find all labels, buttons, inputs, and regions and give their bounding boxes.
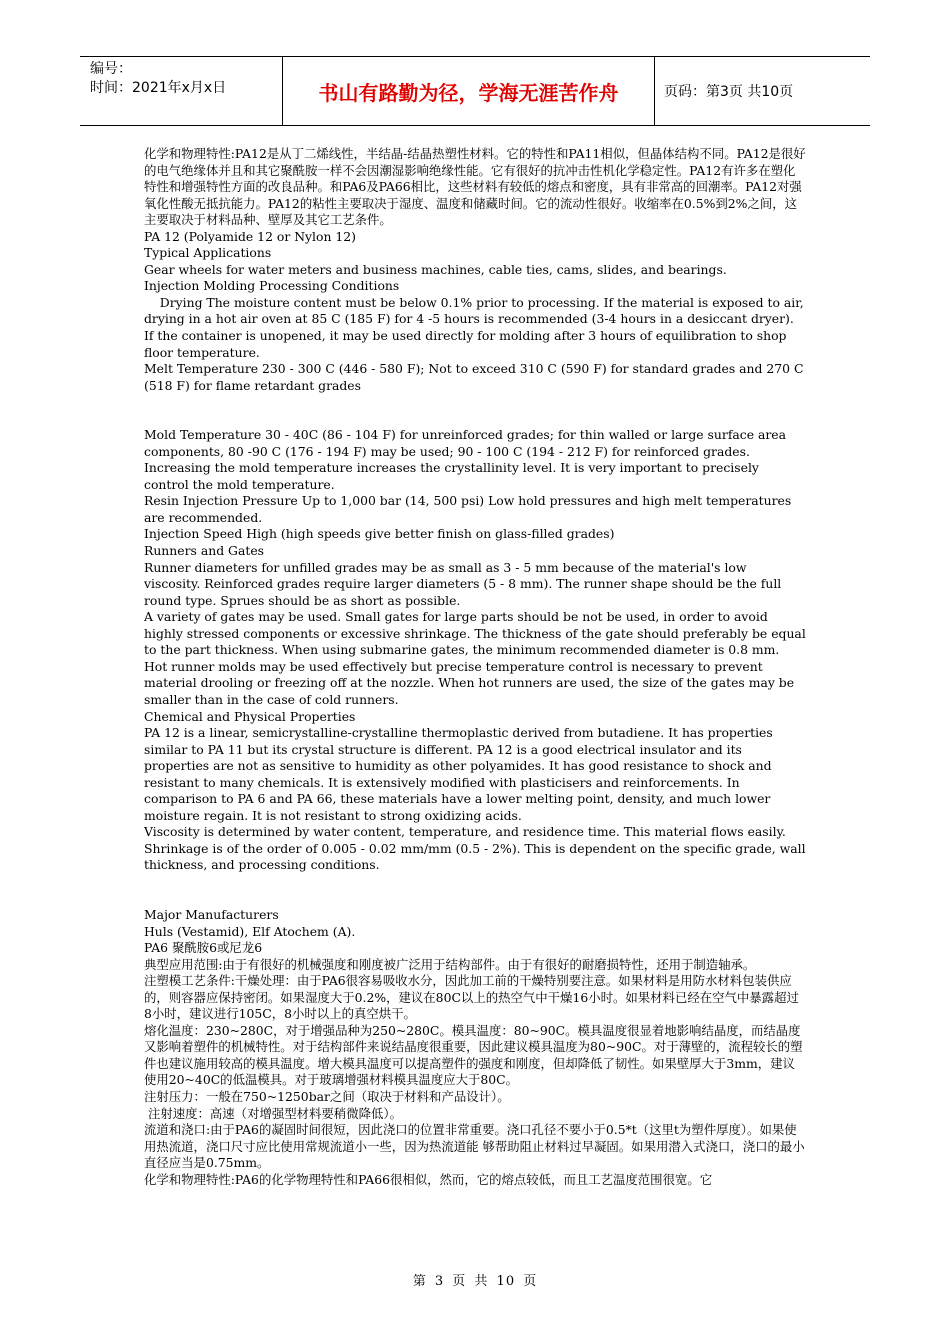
header-motto: 书山有路勤为径，学海无涯苦作舟 bbox=[318, 80, 619, 105]
paragraph: 化学和物理特性:PA12是从丁二烯线性，半结晶-结晶热塑性材料。它的特性和PA11相似，但晶体结构不同。PA12是很好的电气绝缘体并且和其它聚酰胺一样不会因潮湿影响绝缘性能。它有很好的抗冲击性机化学稳定性。PA12有许多在塑化特性和增强特性方面的改良品种。和PA6及PA66相比，这些材料有较低的熔点和密度，具有非常高的回潮率。PA12对强氧化性酸无抵抗能力。PA12的粘性主要取决于湿度、温度和储藏时间。它的流动性很好。收缩率在0.5%到2%之间，这主要取决于材料品种、壁厚及其它工艺条件。 bbox=[144, 146, 806, 228]
header-meta bbox=[90, 60, 280, 98]
paragraph: 注射压力：一般在750~1250bar之间（取决于材料和产品设计）。 bbox=[144, 1088, 510, 1104]
document-body bbox=[144, 146, 806, 1188]
paragraph: Hot runner molds may be used effectively but precise temperature control is necessary to prevent material drooling or freezing off at the nozzle. When hot runners are used, the size of the gates may be smaller than in the case of cold runners. bbox=[144, 658, 795, 707]
paragraph: Huls (Vestamid), Elf Atochem (A). bbox=[144, 923, 356, 939]
paragraph: 典型应用范围:由于有很好的机械强度和刚度被广泛用于结构部件。由于有很好的耐磨损特性，还用于制造轴承。 bbox=[144, 956, 756, 972]
paragraph: Drying The moisture content must be below 0.1% prior to processing. If the material is exposed to air, drying in a hot air oven at 85 C (185 F) for 4 -5 hours is recommended (3-4 hours in a desiccant dryer). If the container is unopened, it may be used directly for molding after 3 hours of equilibration to shop floor temperature. bbox=[144, 294, 808, 360]
paragraph: Mold Temperature 30 - 40C (86 - 104 F) for unreinforced grades; for thin walled or large surface area components, 80 -90 C (176 - 194 F) may be used; 90 - 100 C (194 - 212 F) for reinforced grades. Increasing the mold temperature increases the crystallinity level. It is very important to precisely control the mold temperature. bbox=[144, 427, 787, 492]
paragraph: Runner diameters for unfilled grades may be as small as 3 - 5 mm because of the material's low viscosity. Reinforced grades require larger diameters (5 - 8 mm). The runner shape should be the full round type. Sprues should be as short as possible. bbox=[144, 559, 782, 608]
header-page-info: 页码：第3页 共10页 bbox=[664, 84, 794, 100]
paragraph: PA 12 is a linear, semicrystalline-crystalline thermoplastic derived from butadiene. It has properties similar to PA 11 but its crystal structure is different. PA 12 is a good electrical insulator and its properties are not as sensitive to humidity as other polyamides. It has good resistance to shock and resistant to many chemicals. It is extensively modified with plasticisers and reinforcements. In comparison to PA 6 and PA 66, these materials have a lower melting point, density, and much lower moisture regain. It is not resistant to strong oxidizing acids. bbox=[144, 725, 773, 823]
paragraph: PA6 聚酰胺6或尼龙6 bbox=[144, 940, 263, 956]
document-time-label: 时间：2021年x月x日 bbox=[90, 80, 227, 96]
paragraph: 流道和浇口:由于PA6的凝固时间很短，因此浇口的位置非常重要。浇口孔径不要小于0.5*t（这里t为塑件厚度）。如果使用热流道，浇口尺寸应比使用常规流道小一些，因为热流道能 够帮助阻止材料过早凝固。如果用潜入式浇口，浇口的最小直径应当是0.75mm。 bbox=[144, 1122, 805, 1171]
paragraph: 注塑模工艺条件:干燥处理：由于PA6很容易吸收水分，因此加工前的干燥特别要注意。如果材料是用防水材料包装供应的，则容器应保持密闭。如果湿度大于0.2%，建议在80C以上的热空气中干燥16小时。如果材料已经在空气中暴露超过8小时，建议进行105C，8小时以上的真空烘干。 bbox=[144, 973, 799, 1022]
paragraph: 熔化温度：230~280C，对于增强品种为250~280C。模具温度：80~90C。模具温度很显着地影响结晶度，而结晶度又影响着塑件的机械特性。对于结构部件来说结晶度很重要，因此建议模具温度为80~90C。对于薄壁的，流程较长的塑件也建议施用较高的模具温度。增大模具温度可以提高塑件的强度和刚度，但却降低了韧性。如果壁厚大于3mm，建议使用20~40C的低温模具。对于玻璃增强材料模具温度应大于80C。 bbox=[144, 1022, 803, 1088]
paragraph: Resin Injection Pressure Up to 1,000 bar (14, 500 psi) Low hold pressures and high melt temperatures are recommended. bbox=[144, 493, 792, 525]
paragraph: Runners and Gates bbox=[144, 543, 265, 559]
header-divider bbox=[654, 57, 655, 125]
paragraph: Injection Speed High (high speeds give better finish on glass-filled grades) bbox=[144, 526, 615, 542]
document-number-label: 编号： bbox=[90, 61, 132, 77]
paragraph: Gear wheels for water meters and business machines, cable ties, cams, slides, and bearings. bbox=[144, 261, 727, 277]
page-header bbox=[80, 56, 870, 126]
paragraph: PA 12 (Polyamide 12 or Nylon 12) bbox=[144, 228, 356, 244]
paragraph: Typical Applications bbox=[144, 245, 272, 261]
paragraph: A variety of gates may be used. Small gates for large parts should be not be used, in order to avoid highly stressed components or excessive shrinkage. The thickness of the gate should preferably be equal to the part thickness. When using submarine gates, the minimum recommended diameter is 0.8 mm. bbox=[144, 609, 806, 658]
paragraph: Chemical and Physical Properties bbox=[144, 708, 356, 724]
paragraph: 化学和物理特性:PA6的化学物理特性和PA66很相似，然而，它的熔点较低，而且工艺温度范围很宽。它 bbox=[144, 1171, 713, 1187]
paragraph: Injection Molding Processing Conditions bbox=[144, 278, 400, 294]
paragraph: 注射速度：高速（对增强型材料要稍微降低）。 bbox=[144, 1105, 402, 1121]
blank-gap bbox=[144, 874, 806, 907]
paragraph: Major Manufacturers bbox=[144, 906, 279, 922]
page-footer: 第 3 页 共 10 页 bbox=[412, 1274, 538, 1289]
paragraph: Melt Temperature 230 - 300 C (446 - 580 F); Not to exceed 310 C (590 F) for standard grades and 270 C (518 F) for flame retardant grades bbox=[144, 361, 804, 393]
paragraph: Viscosity is determined by water content, temperature, and residence time. This material flows easily. Shrinkage is of the order of 0.005 - 0.02 mm/mm (0.5 - 2%). This is dependent on the specific grade, wall thickness, and processing conditions. bbox=[144, 824, 806, 873]
blank-gap bbox=[144, 394, 806, 427]
